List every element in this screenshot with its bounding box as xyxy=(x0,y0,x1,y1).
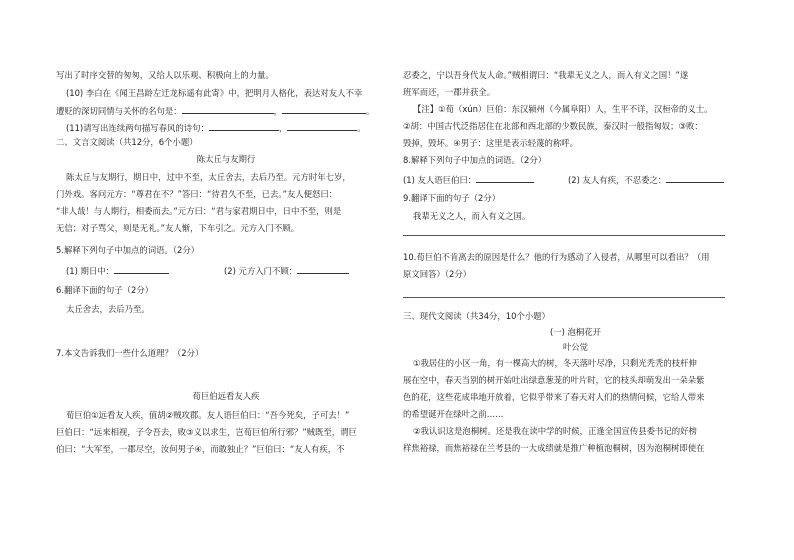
answer-blank[interactable] xyxy=(209,121,279,131)
passage-2-continued: 忍委之，宁以吾身代友人命。”贼相谓曰：“我辈无义之人，而入有义之国！”遂 xyxy=(403,70,689,80)
question-6-sentence: 太丘舍去，去后乃至。 xyxy=(66,304,150,314)
annotation-note: ②胡：中国古代泛指居住在北部和西北部的少数民族，泰汉时一般指匈奴；③败： xyxy=(403,121,703,131)
annotation-note: 【注】①荀（xún）巨伯：东汉颍州（今属阜阳）人，生平不详，汉桓帝的义士。 xyxy=(413,104,713,114)
answer-blank[interactable] xyxy=(114,264,169,274)
question-7: 7.本文告诉我们一些什么道理？（2分） xyxy=(56,348,204,358)
passage-3-title: (一) 泡桐花开 xyxy=(549,327,602,337)
answer-line[interactable] xyxy=(403,297,725,298)
question-8-part-2: (2) 友人有疾，不忍委之： xyxy=(568,173,724,186)
answer-blank[interactable] xyxy=(182,104,274,114)
question-9-sentence: 我辈无义之人，而入有义之国。 xyxy=(413,211,531,221)
passage-3-line: 展在空中，春天当别的树开始吐出绿意葱茏的叶片时，它的枝头却萌发出一朵朵紫 xyxy=(403,375,705,385)
question-5-part-1: (1) 期日中： xyxy=(66,264,169,277)
question-11: (11)请写出连续两句描写春风的诗句： ， 。 xyxy=(66,123,366,133)
passage-2-line: 伯曰：“大军至，一郡尽空，汝何男子④，而敢独止？”巨伯曰：“友人有疾，不 xyxy=(56,444,345,454)
passage-2-line: 荀巨伯①远看友人疾，值胡②贼攻郡。友人语巨伯曰：“吾今死矣，子可去！” xyxy=(66,410,350,420)
question-6: 6.翻译下面的句子（2分） xyxy=(56,285,154,295)
question-9: 9.翻译下面的句子（2分） xyxy=(403,193,501,203)
question-10-answer-line: 遭贬的深切同情与关怀的名句是： ， 。 xyxy=(56,106,375,116)
passage-1-line: 陈太丘与友期行，期日中，过中不至，太丘舍去，去后乃至。元方时年七岁， xyxy=(66,172,351,182)
passage-3-author: 叶公觉 xyxy=(562,342,589,352)
passage-1-title: 陈太丘与友期行 xyxy=(196,154,256,164)
question-10-continued: 原文回答）（2分） xyxy=(403,269,472,279)
question-10: 10.荀巨伯不肯离去的原因是什么？他的行为感动了入侵者，从哪里可以看出？（用 xyxy=(403,252,710,262)
poem-analysis-end: 写出了时序交替的匆匆，又给人以乐观、积极向上的力量。 xyxy=(56,70,274,80)
passage-1-line: 无信；对子骂父，则是无礼。”友人惭，下车引之。元方入门不顾。 xyxy=(56,223,300,233)
passage-3-line: 色的花，这些花成串地开放着，它似乎带来了春天对人们的热情问候，它给人带来 xyxy=(403,392,705,402)
question-10-text: (10) 李白在《闻王昌龄左迁龙标遥有此寄》中，把明月人格化，表达对友人不幸 xyxy=(66,88,363,98)
section-3-heading: 三、现代文阅读（共34分，10个小题） xyxy=(403,311,550,321)
question-8: 8.解释下列句子中加点的词语。（2分） xyxy=(403,155,547,165)
passage-3-line: 样焦裕禄，而焦裕禄在兰考县的一大成绩就是推广种植泡桐树，因为泡桐树即使在 xyxy=(403,443,705,453)
question-8-part-1: (1) 友人语巨伯曰： xyxy=(403,173,534,186)
question-5: 5.解释下列句子中加点的词语。（2分） xyxy=(56,245,200,255)
answer-blank[interactable] xyxy=(297,264,349,274)
answer-blank[interactable] xyxy=(287,121,357,131)
answer-blank[interactable] xyxy=(476,173,534,183)
passage-2-line: 巨伯曰：“远来相视，子令吾去，败③义以求生，岂荀巨伯所行邪？”贼既至，谓巨 xyxy=(56,427,357,437)
section-2-heading: 二、文言文阅读（共12分，6个小题） xyxy=(56,137,198,147)
passage-1-line: “非人哉！与人期行，相委而去。”元方曰：“君与家君期日中，日中不至，则是 xyxy=(56,206,342,216)
question-5-part-2: (2) 元方入门不顾： xyxy=(224,264,349,277)
passage-1-line: 门外戏。客问元方：“尊君在不？”答曰：“待君久不至，已去。”友人便怒曰： xyxy=(56,189,338,199)
passage-2-title: 荀巨伯远看友人疾 xyxy=(192,391,260,401)
answer-blank[interactable] xyxy=(666,173,724,183)
answer-blank[interactable] xyxy=(282,104,366,114)
annotation-note: 毁掉，毁坏。④男子：这里是表示轻蔑的称呼。 xyxy=(403,138,579,148)
answer-line[interactable] xyxy=(403,235,725,236)
passage-3-line: 的希望诞开在绿叶之前…… xyxy=(403,409,504,419)
passage-3-line: ②我认识这是泡桐树。还是我在读中学的时候，正逢全国宣传县委书记的好榜 xyxy=(413,426,697,436)
passage-3-line: ①我居住的小区一角，有一棵高大的树，冬天落叶尽净，只剩光秃秃的枝杆伸 xyxy=(413,358,697,368)
passage-2-continued: 班军而还，一郡并获全。 xyxy=(403,87,496,97)
